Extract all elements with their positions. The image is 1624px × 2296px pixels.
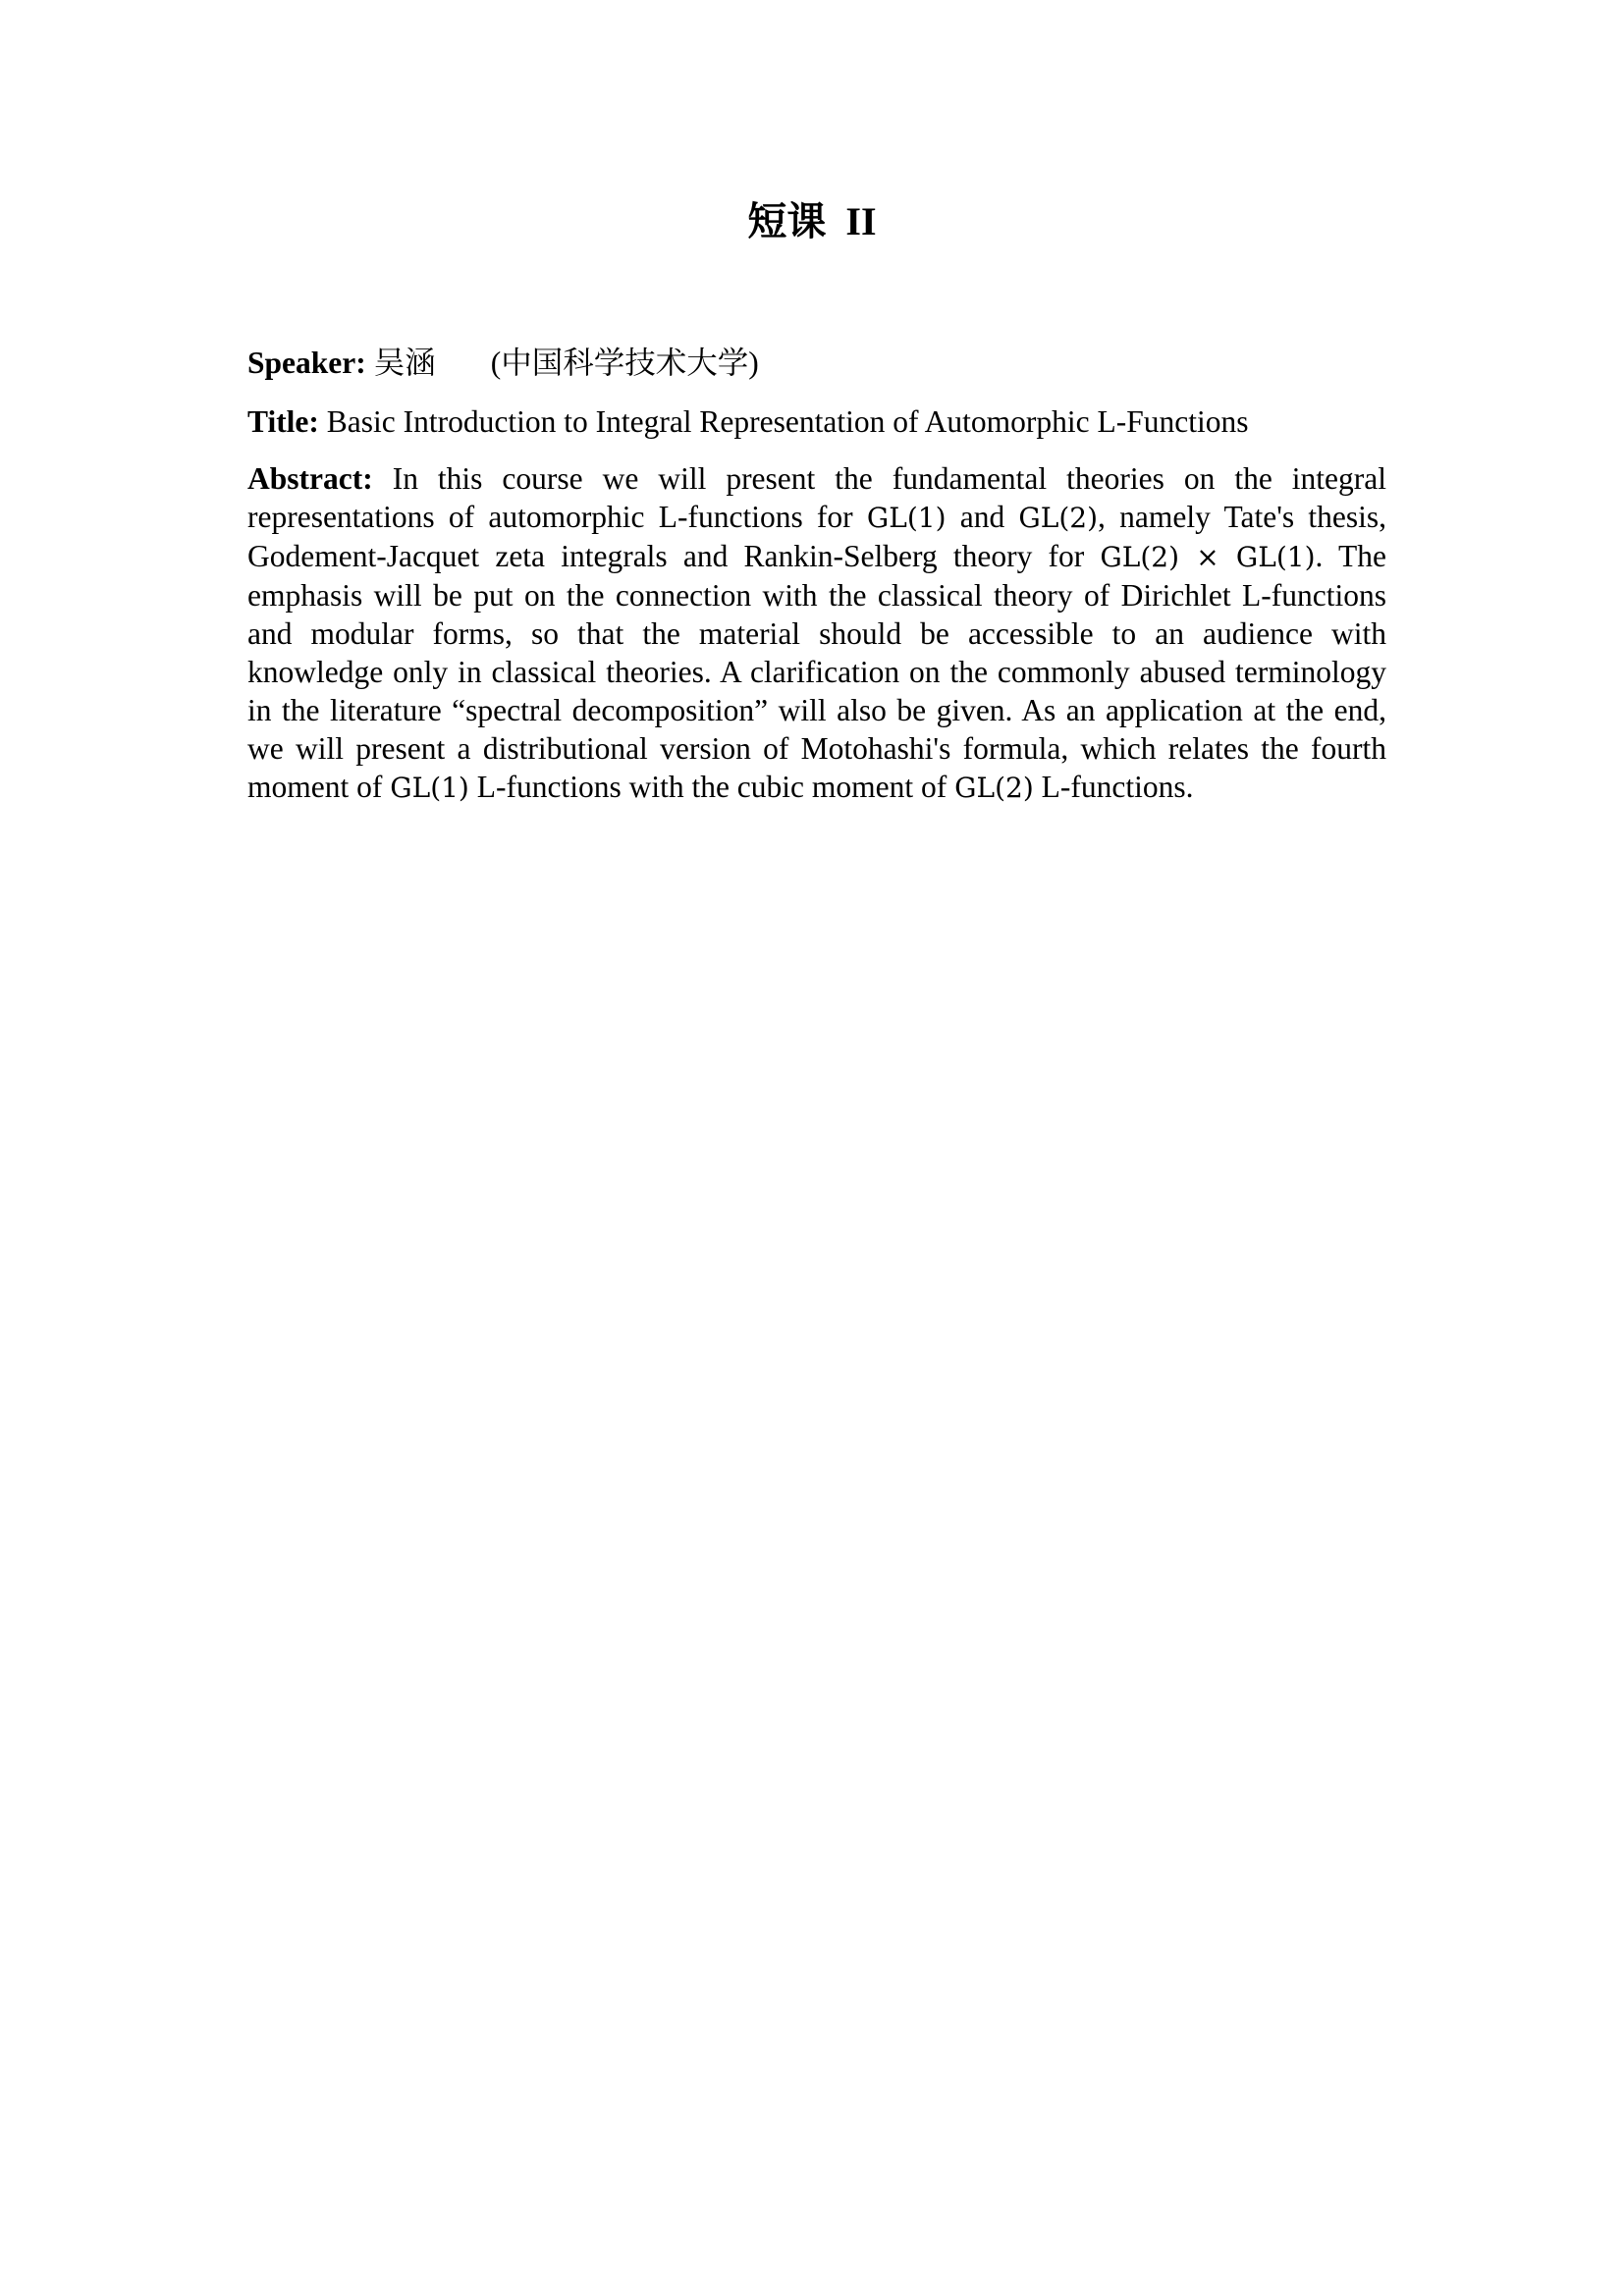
- abstract-label: Abstract:: [247, 461, 373, 496]
- title-line: [247, 400, 1386, 444]
- speaker-affiliation: (中国科学技术大学): [490, 346, 759, 380]
- abstract-text: L-functions with the cubic moment of: [468, 770, 955, 804]
- abstract-text: L-functions.: [1033, 770, 1194, 804]
- math-gl2: GL(2): [1018, 502, 1099, 534]
- abstract-text: In this course we will present the fundamental theories on the integral representations of automorphic L-functions for: [247, 461, 1387, 534]
- math-gl1: GL(1): [866, 502, 947, 534]
- speaker-line: [247, 342, 1386, 385]
- abstract-paragraph: [247, 459, 1386, 807]
- speaker-name: 吴涵: [373, 346, 436, 380]
- speaker-label: Speaker:: [247, 346, 366, 380]
- page-title: 短课 II: [747, 199, 877, 243]
- abstract-text: and: [946, 500, 1019, 534]
- talk-info: [247, 342, 1386, 807]
- abstract-text: . The emphasis will be put on the connection with the classical theory of Dirichlet L-functions and modular forms, so that the material should be accessible to an audience with knowledge only in classical theories. A clarification on the commonly abused terminology in the literature “spectral decomposition” will also be given. As an application at the end, we will present a distributional version of Motohashi's formula, which relates the fourth moment of: [247, 539, 1387, 804]
- math-gl1: GL(1): [390, 772, 469, 804]
- title-label: Title:: [247, 404, 319, 439]
- math-gl2: GL(2): [954, 772, 1034, 804]
- math-gl2-times-gl1: GL(2) × GL(1): [1100, 541, 1316, 573]
- abstract-text: , namely Tate's thesis, Godement-Jacquet zeta integrals and Rankin-Selberg theory for: [247, 500, 1386, 573]
- talk-title: Basic Introduction to Integral Representation of Automorphic L-Functions: [326, 404, 1249, 439]
